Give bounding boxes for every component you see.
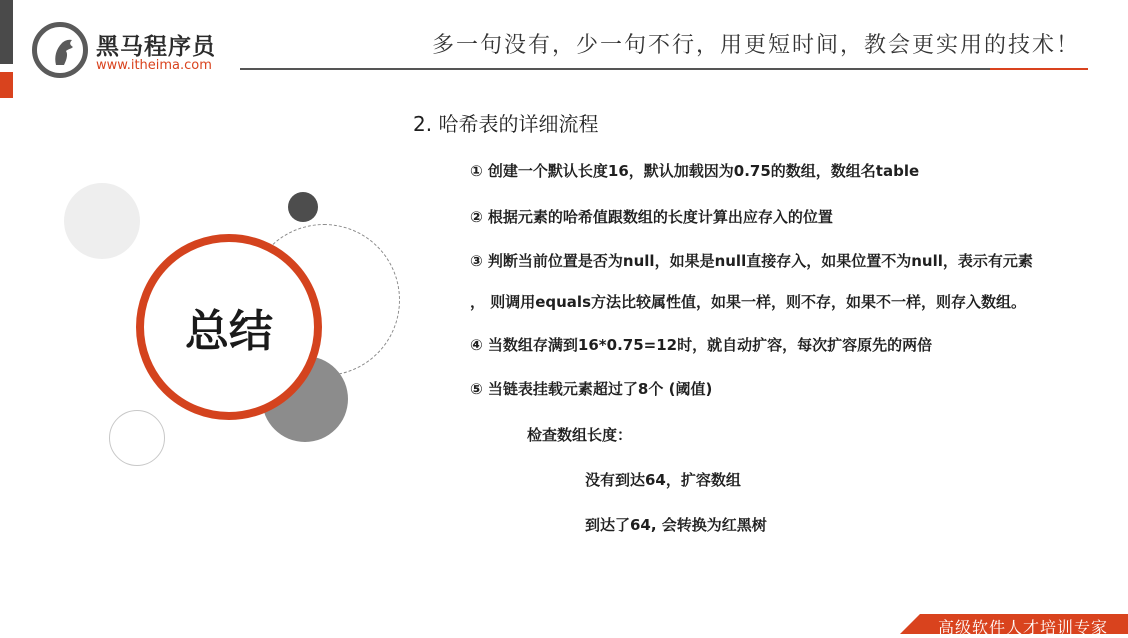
brand-logo <box>32 22 232 78</box>
logo-circle <box>32 22 88 78</box>
left-accent-bar-red <box>0 72 13 98</box>
header-divider-accent <box>990 68 1088 70</box>
decor-circle-light <box>64 183 140 259</box>
summary-label: 总结 <box>185 306 273 357</box>
header-divider <box>240 68 1088 70</box>
logo-name: 黑马程序员 <box>96 34 216 60</box>
horse-head-icon <box>50 37 76 67</box>
left-accent-bar-dark <box>0 0 13 64</box>
step-5: ⑤ 当链表挂载元素超过了8个 (阈值) <box>470 380 713 398</box>
footer-text: 高级软件人才培训专家 <box>938 618 1109 637</box>
logo-url: www.itheima.com <box>96 58 212 73</box>
step-1: ① 创建一个默认长度16，默认加载因为0.75的数组，数组名table <box>470 162 920 180</box>
step-3-continued: ， 则调用equals方法比较属性值，如果一样，则不存，如果不一样，则存入数组。 <box>470 293 1027 311</box>
section-title: 2. 哈希表的详细流程 <box>413 112 599 136</box>
step-3: ③ 判断当前位置是否为null，如果是null直接存入，如果位置不为null，表示有元素 <box>470 252 1033 270</box>
decor-circle-dark <box>288 192 318 222</box>
step-4: ④ 当数组存满到16*0.75=12时，就自动扩容，每次扩容原先的两倍 <box>470 336 933 354</box>
branch-reached-64: 到达了64, 会转换为红黑树 <box>585 516 767 534</box>
branch-under-64: 没有到达64，扩容数组 <box>585 471 741 489</box>
step-2: ② 根据元素的哈希值跟数组的长度计算出应存入的位置 <box>470 208 833 226</box>
check-array-length: 检查数组长度： <box>527 426 633 444</box>
slogan: 多一句没有，少一句不行，用更短时间，教会更实用的技术！ <box>432 33 1081 58</box>
